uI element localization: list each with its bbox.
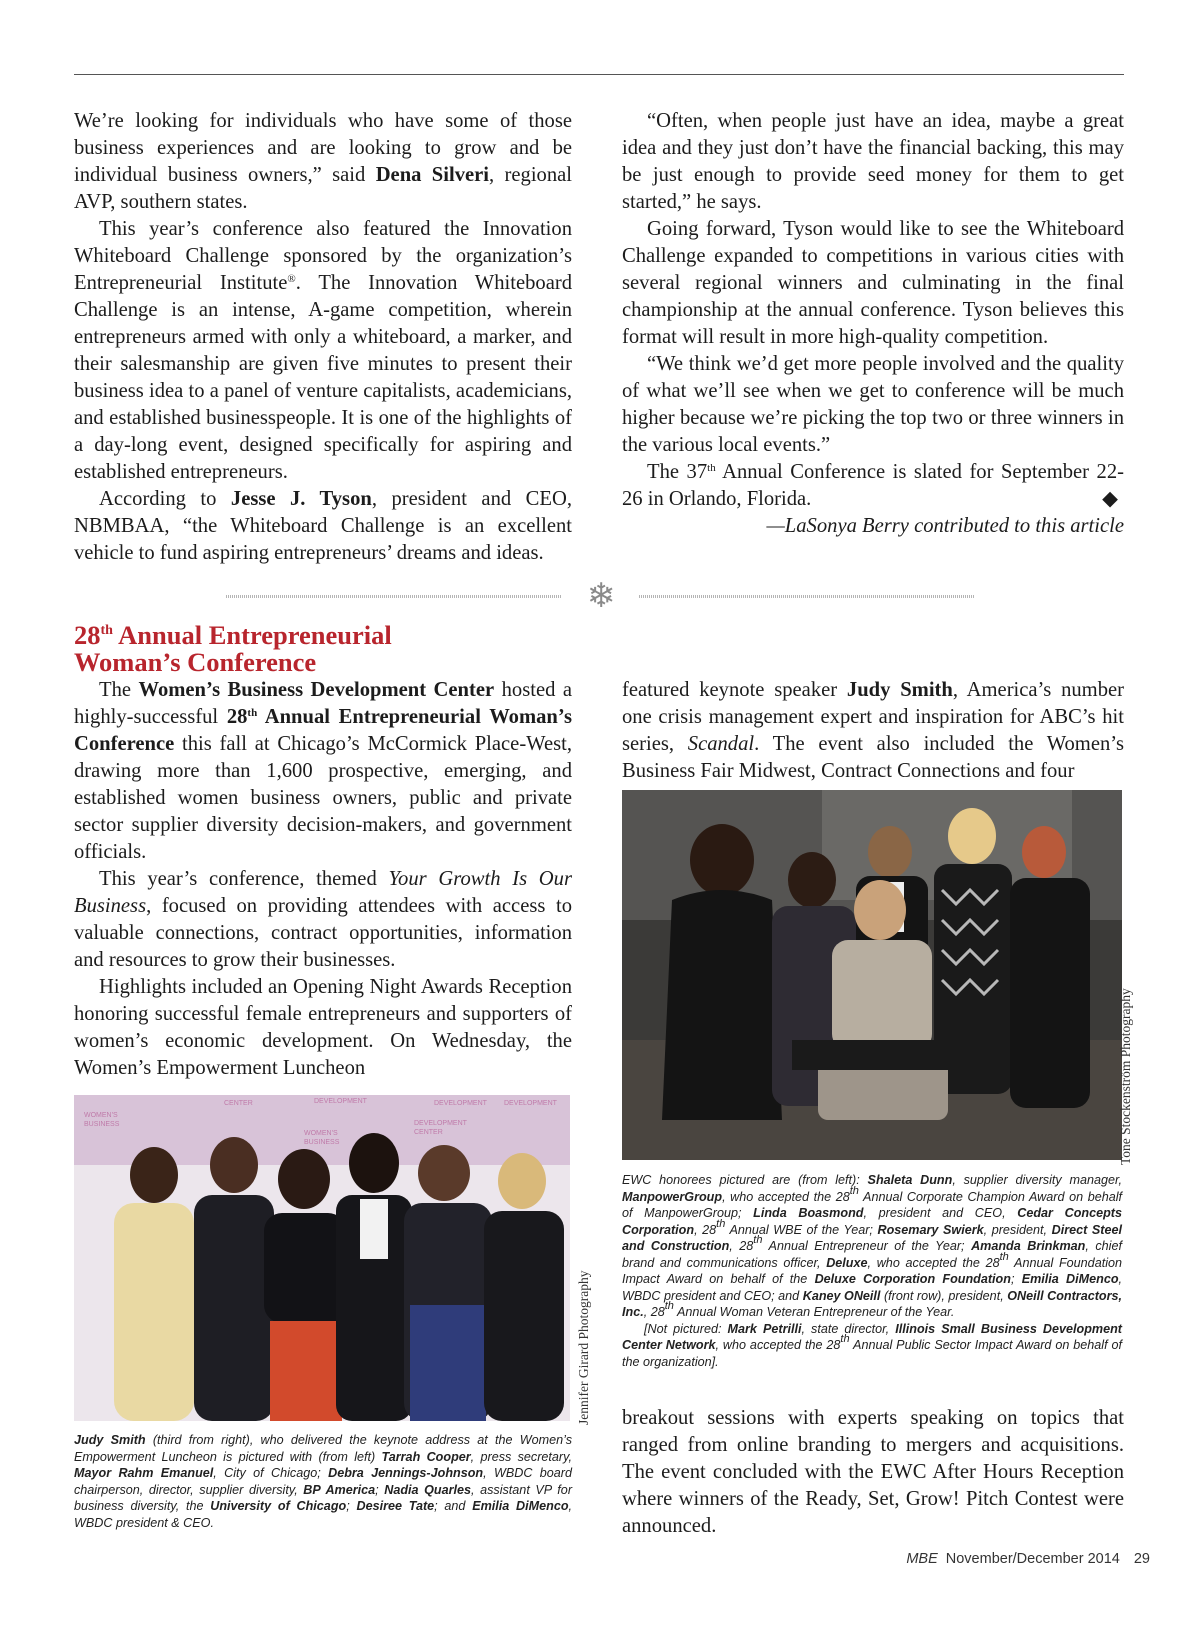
section-divider [226, 576, 974, 616]
article-column-bottom-left [74, 677, 572, 1082]
section-headline: 28th Annual Entrepreneurial Woman’s Conference [74, 620, 392, 677]
article-column-top-right [622, 108, 1124, 540]
svg-text:DEVELOPMENT: DEVELOPMENT [504, 1100, 557, 1107]
divider-line [226, 595, 561, 598]
issue-date: November/December 2014 [945, 1551, 1120, 1567]
page-footer [906, 1551, 1150, 1567]
paragraph: “We think we’d get more people involved and the quality of what we’ll see when we get to conference will be much higher because we’re picking the top two or three winners in the various local events.” [622, 353, 1124, 456]
top-rule [74, 74, 1124, 75]
paragraph: Highlights included an Opening Night Awards Reception honoring successful female entrepreneurs and supporters of women’s economic development. On Wednesday, the Women’s Empowerment Luncheon [74, 976, 572, 1079]
person-name: Jesse J. Tyson [230, 488, 372, 510]
photo-credit-right: Tone Stockenström Photography [1118, 988, 1133, 1165]
paragraph: This year’s conference, themed Your Growth Is Our Business, focused on providing attendees with access to valuable connections, contract opportunities, information and resources to grow their businesses. [74, 868, 572, 971]
article-column-bottom-right-upper [622, 677, 1124, 785]
svg-text:DEVELOPMENT: DEVELOPMENT [314, 1098, 367, 1105]
photo-luncheon-group [74, 1095, 570, 1421]
magazine-name: MBE [906, 1551, 938, 1567]
caption-right: EWC honorees pictured are (from left): Shaleta Dunn, supplier diversity manager, ManpowerGroup, who accepted the 28th Annual Corporate Champion Award on behalf of ManpowerGroup; Linda Boasmond, president and CEO, Cedar Concepts Corporation, 28th Annual WBE of the Year; Rosemary Swierk, president, Direct Steel and Construction, 28th Annual Entrepreneur of the Year; Amanda Brinkman, chief brand and communications officer, Deluxe, who accepted the 28th Annual Foundation Impact Award on behalf of the Deluxe Corporation Foundation; Emilia DiMenco, WBDC president and CEO; and Kaney ONeill (front row), president, ONeill Contractors, Inc., 28th Annual Woman Veteran Entrepreneur of the Year. [Not pictured: Mark Petrilli, state director, Illinois Small Business Development Center Network, who accepted the 28th Annual Public Sector Impact Award on behalf of the organization]. [622, 1173, 1123, 1369]
paragraph: The Women’s Business Development Center hosted a highly-successful 28th Annual Entrepreneurial Woman’s Conference this fall at Chicago’s McCormick Place-West, drawing more than 1,600 prospective, emerging, and established women business owners, public and private sector supplier diversity decision-makers, and government officials. [74, 679, 572, 863]
page-number: 29 [1133, 1551, 1150, 1567]
svg-text:CENTER: CENTER [414, 1129, 443, 1136]
svg-text:DEVELOPMENT: DEVELOPMENT [434, 1100, 487, 1107]
svg-text:CENTER: CENTER [224, 1100, 253, 1107]
contributor-credit: —LaSonya Berry contributed to this article [766, 515, 1124, 537]
photo-honorees-group [622, 790, 1122, 1160]
photo-credit-left: Jennifer Girard Photography [576, 1270, 591, 1425]
svg-text:BUSINESS: BUSINESS [304, 1139, 340, 1146]
divider-line [639, 595, 974, 598]
snowflake-icon: ❄ [586, 576, 616, 616]
person-name: Judy Smith [846, 679, 953, 701]
end-mark-icon: ◆ [1102, 488, 1118, 510]
svg-text:BUSINESS: BUSINESS [84, 1121, 120, 1128]
org-name: Women’s Business Development Center [138, 679, 495, 701]
article-column-top-left [74, 108, 572, 567]
svg-text:WOMEN'S: WOMEN'S [84, 1112, 118, 1119]
paragraph: This year’s conference also featured the Innovation Whiteboard Challenge sponsored by the organization’s Entrepreneurial Institute®. The Innovation Whiteboard Challenge is an intense, A-game competition, wherein entrepreneurs armed with only a whiteboard, a marker, and their salesmanship are given five minutes to present their business idea to a panel of venture capitalists, academicians, and established businesspeople. It is one of the highlights of a day-long event, designed specifically for aspiring and established entrepreneurs. [74, 218, 572, 483]
person-name: Dena Silveri [375, 164, 490, 186]
svg-text:DEVELOPMENT: DEVELOPMENT [414, 1120, 467, 1127]
paragraph: According to Jesse J. Tyson, president and CEO, NBMBAA, “the Whiteboard Challenge is an excellent vehicle to fund aspiring entrepreneurs’ dreams and ideas. [74, 488, 572, 564]
paragraph: “Often, when people just have an idea, maybe a great idea and they just don’t have the financial backing, this may be just enough to provide seed money for them to get started,” he says. [622, 110, 1124, 213]
theme-title: Your Growth Is Our Business [74, 868, 572, 917]
event-name: 28th Annual Entrepreneurial Woman’s Conference [74, 706, 572, 755]
paragraph: featured keynote speaker Judy Smith, America’s number one crisis management expert and inspiration for ABC’s hit series, Scandal. The event also included the Women’s Business Fair Midwest, Contract Connections and four [622, 679, 1124, 782]
svg-text:WOMEN'S: WOMEN'S [304, 1130, 338, 1137]
paragraph: The 37th Annual Conference is slated for September 22-26 in Orlando, Florida. ◆ [622, 459, 1124, 513]
paragraph: We’re looking for individuals who have some of those business experiences and are looking to grow and be individual business owners,” said Dena Silveri, regional AVP, southern states. [74, 110, 572, 213]
caption-left: Judy Smith (third from right), who delivered the keynote address at the Women’s Empowerment Luncheon is pictured with (from left) Tarrah Cooper, press secretary, Mayor Rahm Emanuel, City of Chicago; Debra Jennings-Johnson, WBDC board chairperson, director, supplier diversity, BP America; Nadia Quarles, assistant VP for business diversity, the University of Chicago; Desiree Tate; and Emilia DiMenco, WBDC president & CEO. [74, 1433, 573, 1530]
paragraph: breakout sessions with experts speaking on topics that ranged from online branding to mergers and acquisitions. The event concluded with the EWC After Hours Reception where winners of the Ready, Set, Grow! Pitch Contest were announced. [622, 1407, 1124, 1537]
show-title: Scandal [687, 733, 755, 755]
paragraph: Going forward, Tyson would like to see the Whiteboard Challenge expanded to competitions in various cities with several regional winners and culminating in the final championship at the annual conference. Tyson believes this format will result in more high-quality competition. [622, 218, 1124, 348]
article-column-bottom-right-lower [622, 1405, 1124, 1540]
